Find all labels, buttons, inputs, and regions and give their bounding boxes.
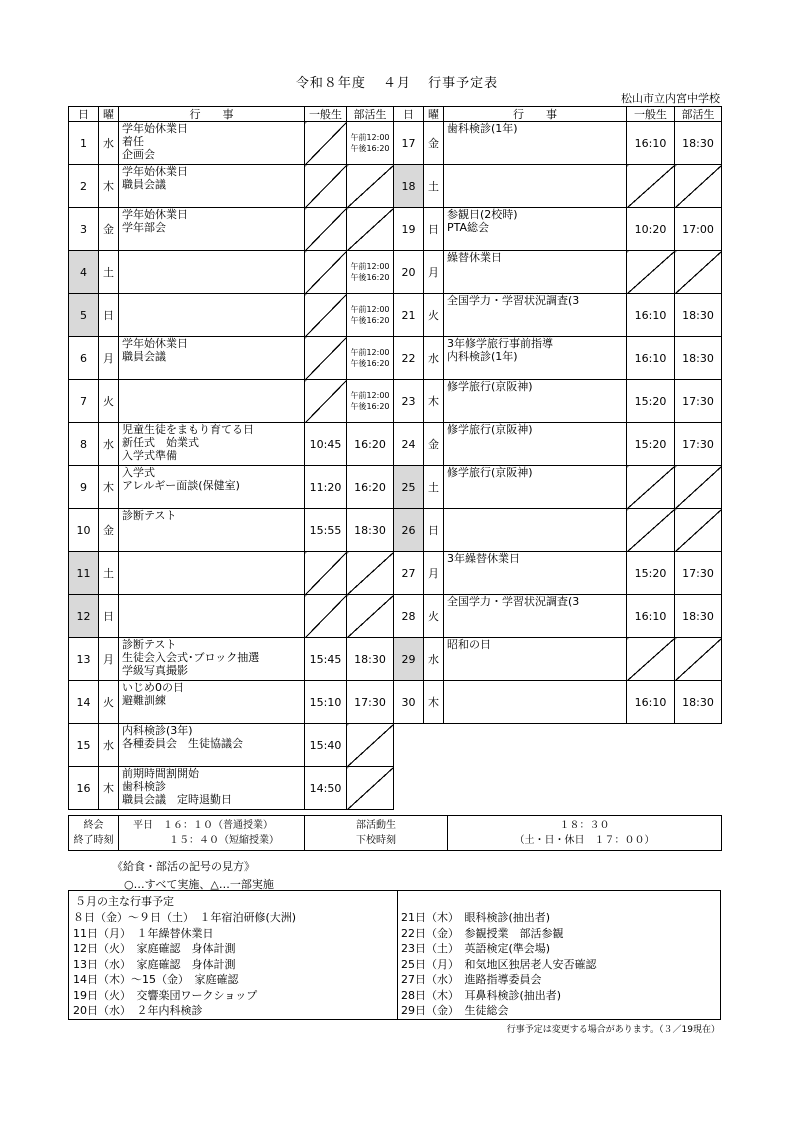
general-time: 16:10 [627, 595, 675, 638]
day-number: 29 [394, 638, 424, 681]
col-weekday: 曜 [424, 107, 444, 122]
events-cell: 学年始休業日 職員会議 [119, 165, 305, 208]
divider [397, 891, 398, 1019]
club-time: １８：３０ （土・日・休日 １７：００） [448, 816, 722, 851]
may-event-left: 13日（水） 家庭確認 身体計測 [73, 957, 236, 971]
day-number: 10 [69, 509, 99, 552]
club-time: 18:30 [675, 681, 722, 724]
table-row [69, 251, 722, 294]
events-cell [119, 380, 305, 423]
day-number: 21 [394, 294, 424, 337]
weekday: 水 [424, 638, 444, 681]
table-header-row [69, 107, 722, 122]
may-event-right: 29日（金） 生徒総会 [401, 1004, 509, 1017]
day-number: 22 [394, 337, 424, 380]
day-number: 15 [69, 724, 99, 767]
weekday: 月 [424, 251, 444, 294]
weekday: 月 [99, 638, 119, 681]
general-time [305, 251, 347, 294]
general-time [305, 595, 347, 638]
table-row [69, 724, 722, 767]
general-time: 15:55 [305, 509, 347, 552]
may-event-right: 27日（水） 進路指導委員会 [401, 973, 542, 986]
col-day: 日 [394, 107, 424, 122]
general-time [627, 165, 675, 208]
title-year: 令和８年度 [295, 76, 366, 91]
day-number: 26 [394, 509, 424, 552]
club-time [347, 552, 394, 595]
day-number: 27 [394, 552, 424, 595]
club-time [347, 595, 394, 638]
weekday: 土 [99, 251, 119, 294]
day-number: 1 [69, 122, 99, 165]
events-cell [119, 294, 305, 337]
club-time [347, 208, 394, 251]
general-time: 15:45 [305, 638, 347, 681]
col-club: 部活生 [675, 107, 722, 122]
empty-cell [444, 724, 627, 767]
events-cell: いじめ0の日 避難訓練 [119, 681, 305, 724]
page-title [0, 72, 794, 91]
events-cell: 内科検診(3年) 各種委員会 生徒協議会 [119, 724, 305, 767]
day-number: 3 [69, 208, 99, 251]
may-event-left: 12日（火） 家庭確認 身体計測 [73, 942, 236, 955]
end-time-table [68, 815, 722, 851]
events-cell [119, 552, 305, 595]
col-general: 一般生 [305, 107, 347, 122]
events-cell [444, 509, 627, 552]
events-cell: 歯科検診(1年) [444, 122, 627, 165]
day-number: 17 [394, 122, 424, 165]
events-cell [444, 165, 627, 208]
general-time: 16:10 [627, 122, 675, 165]
general-time: 14:50 [305, 767, 347, 810]
events-cell: 修学旅行(京阪神) [444, 466, 627, 509]
day-number: 12 [69, 595, 99, 638]
day-number: 2 [69, 165, 99, 208]
day-number: 6 [69, 337, 99, 380]
general-time: 16:10 [627, 294, 675, 337]
day-number: 14 [69, 681, 99, 724]
day-number: 11 [69, 552, 99, 595]
general-time [305, 380, 347, 423]
empty-cell [394, 767, 424, 810]
club-time: 17:30 [675, 423, 722, 466]
events-cell: 3年修学旅行事前指導 内科検診(1年) [444, 337, 627, 380]
general-time: 15:10 [305, 681, 347, 724]
club-time [675, 509, 722, 552]
events-cell: 入学式 アレルギー面談(保健室) [119, 466, 305, 509]
title-month: ４月 [382, 76, 411, 91]
events-cell [444, 681, 627, 724]
table-row [69, 423, 722, 466]
table-row [69, 294, 722, 337]
club-time-small: 午前12:00 午後16:20 [347, 380, 394, 423]
day-number: 18 [394, 165, 424, 208]
club-label: 部活動生 下校時刻 [305, 816, 448, 851]
events-cell: 学年始休業日 学年部会 [119, 208, 305, 251]
weekday: 火 [424, 294, 444, 337]
club-time: 18:30 [675, 122, 722, 165]
general-time [305, 165, 347, 208]
events-cell [119, 251, 305, 294]
table-row [69, 509, 722, 552]
empty-cell [394, 724, 424, 767]
events-cell: 診断テスト [119, 509, 305, 552]
general-time: 15:20 [627, 380, 675, 423]
weekday: 木 [99, 767, 119, 810]
table-row [69, 638, 722, 681]
legend-title: 《給食・部活の記号の見方》 [112, 860, 255, 873]
empty-cell [675, 767, 722, 810]
table-row [69, 337, 722, 380]
general-time [305, 552, 347, 595]
table-row [69, 208, 722, 251]
may-heading: ５月の主な行事予定 [75, 895, 174, 908]
day-number: 19 [394, 208, 424, 251]
events-cell: 前期時間割開始 歯科検診 職員会議 定時退勤日 [119, 767, 305, 810]
events-cell [119, 595, 305, 638]
empty-cell [627, 724, 675, 767]
may-event-left: ８日（金）～９日（土） １年宿泊研修(大洲) [73, 911, 297, 924]
weekday: 水 [99, 724, 119, 767]
school-name: 松山市立内宮中学校 [621, 92, 720, 105]
weekday: 日 [99, 294, 119, 337]
club-time-small: 午前12:00 午後16:20 [347, 122, 394, 165]
weekday: 木 [424, 681, 444, 724]
club-time [347, 767, 394, 810]
general-time: 10:45 [305, 423, 347, 466]
club-time: 18:30 [675, 294, 722, 337]
general-time: 16:10 [627, 337, 675, 380]
day-number: 4 [69, 251, 99, 294]
empty-cell [627, 767, 675, 810]
weekday: 金 [424, 122, 444, 165]
club-time-small: 午前12:00 午後16:20 [347, 251, 394, 294]
may-event-left: 19日（火） 交響楽団ワークショップ [73, 988, 258, 1002]
general-time [627, 251, 675, 294]
schedule-table [68, 106, 722, 810]
club-time-small: 午前12:00 午後16:20 [347, 294, 394, 337]
weekday: 火 [99, 380, 119, 423]
weekday: 木 [424, 380, 444, 423]
club-time [675, 251, 722, 294]
weekday: 火 [99, 681, 119, 724]
club-time [347, 724, 394, 767]
day-number: 20 [394, 251, 424, 294]
club-time: 17:30 [675, 380, 722, 423]
day-number: 28 [394, 595, 424, 638]
club-time: 17:30 [675, 552, 722, 595]
weekday: 水 [424, 337, 444, 380]
col-day: 日 [69, 107, 99, 122]
table-row [69, 595, 722, 638]
weekday: 木 [99, 165, 119, 208]
weekday: 月 [424, 552, 444, 595]
weekday: 金 [424, 423, 444, 466]
footnote: 行事予定は変更する場合があります。（３／19現在） [506, 1025, 720, 1035]
may-event-left: 11日（月） １年繰替休業日 [73, 926, 214, 940]
day-number: 13 [69, 638, 99, 681]
weekday: 日 [99, 595, 119, 638]
table-row [69, 380, 722, 423]
empty-cell [675, 724, 722, 767]
weekday: 月 [99, 337, 119, 380]
club-time [675, 165, 722, 208]
club-time: 16:20 [347, 466, 394, 509]
end-time-weekday: 平日 １６：１０（普通授業） １５：４０（短縮授業） [119, 816, 305, 851]
col-events: 行 事 [444, 107, 627, 122]
legend-text: ○…すべて実施、△…一部実施 [124, 878, 274, 891]
general-time: 15:20 [627, 423, 675, 466]
events-cell: 繰替休業日 [444, 251, 627, 294]
table-row [69, 165, 722, 208]
may-event-right: 22日（金） 参観授業 部活参観 [401, 926, 564, 940]
club-time [675, 638, 722, 681]
may-event-right: 28日（木） 耳鼻科検診(抽出者) [401, 988, 562, 1002]
club-time-small: 午前12:00 午後16:20 [347, 337, 394, 380]
events-cell: 児童生徒をまもり育てる日 新任式 始業式 入学式準備 [119, 423, 305, 466]
weekday: 金 [99, 509, 119, 552]
weekday: 日 [424, 509, 444, 552]
table-row [69, 122, 722, 165]
general-time: 11:20 [305, 466, 347, 509]
weekday: 木 [99, 466, 119, 509]
day-number: 9 [69, 466, 99, 509]
day-number: 25 [394, 466, 424, 509]
table-row [69, 466, 722, 509]
club-time: 17:30 [347, 681, 394, 724]
general-time [627, 638, 675, 681]
events-cell: 診断テスト 生徒会入会式･ブロック抽選 学級写真撮影 [119, 638, 305, 681]
club-time: 18:30 [675, 595, 722, 638]
general-time [305, 294, 347, 337]
table-row [69, 767, 722, 810]
events-cell: 修学旅行(京阪神) [444, 423, 627, 466]
weekday: 土 [424, 165, 444, 208]
events-cell: 参観日(2校時) PTA総会 [444, 208, 627, 251]
day-number: 7 [69, 380, 99, 423]
weekday: 土 [424, 466, 444, 509]
may-event-right: 23日（土） 英語検定(準会場) [401, 942, 551, 955]
club-time: 18:30 [347, 638, 394, 681]
club-time: 18:30 [347, 509, 394, 552]
title-name: 行事予定表 [428, 76, 499, 91]
col-events: 行 事 [119, 107, 305, 122]
day-number: 24 [394, 423, 424, 466]
col-club: 部活生 [347, 107, 394, 122]
events-cell: 全国学力・学習状況調査(3 [444, 294, 627, 337]
day-number: 16 [69, 767, 99, 810]
general-time [305, 337, 347, 380]
weekday: 火 [424, 595, 444, 638]
weekday: 日 [424, 208, 444, 251]
events-cell: 昭和の日 [444, 638, 627, 681]
general-time [305, 208, 347, 251]
club-time [675, 466, 722, 509]
general-time: 15:40 [305, 724, 347, 767]
general-time [305, 122, 347, 165]
empty-cell [424, 767, 444, 810]
end-time-label: 終会 終了時刻 [69, 816, 119, 851]
general-time: 16:10 [627, 681, 675, 724]
may-event-right: 21日（木） 眼科検診(抽出者) [401, 911, 551, 924]
day-number: 5 [69, 294, 99, 337]
club-time: 17:00 [675, 208, 722, 251]
table-row [69, 681, 722, 724]
general-time: 15:20 [627, 552, 675, 595]
events-cell: 学年始休業日 職員会議 [119, 337, 305, 380]
empty-cell [424, 724, 444, 767]
club-time: 16:20 [347, 423, 394, 466]
weekday: 水 [99, 423, 119, 466]
general-time: 10:20 [627, 208, 675, 251]
may-schedule [68, 890, 721, 1020]
col-weekday: 曜 [99, 107, 119, 122]
day-number: 23 [394, 380, 424, 423]
weekday: 金 [99, 208, 119, 251]
events-cell: 修学旅行(京阪神) [444, 380, 627, 423]
weekday: 土 [99, 552, 119, 595]
events-cell: 全国学力・学習状況調査(3 [444, 595, 627, 638]
day-number: 30 [394, 681, 424, 724]
weekday: 水 [99, 122, 119, 165]
club-time [347, 165, 394, 208]
day-number: 8 [69, 423, 99, 466]
may-event-left: 20日（水） ２年内科検診 [73, 1004, 203, 1017]
table-row [69, 552, 722, 595]
col-general: 一般生 [627, 107, 675, 122]
club-time: 18:30 [675, 337, 722, 380]
may-event-left: 14日（木）～15（金） 家庭確認 [73, 973, 239, 986]
events-cell: 学年始休業日 着任 企画会 [119, 122, 305, 165]
empty-cell [444, 767, 627, 810]
may-event-right: 25日（月） 和気地区独居老人安否確認 [401, 957, 597, 971]
events-cell: 3年繰替休業日 [444, 552, 627, 595]
general-time [627, 509, 675, 552]
general-time [627, 466, 675, 509]
